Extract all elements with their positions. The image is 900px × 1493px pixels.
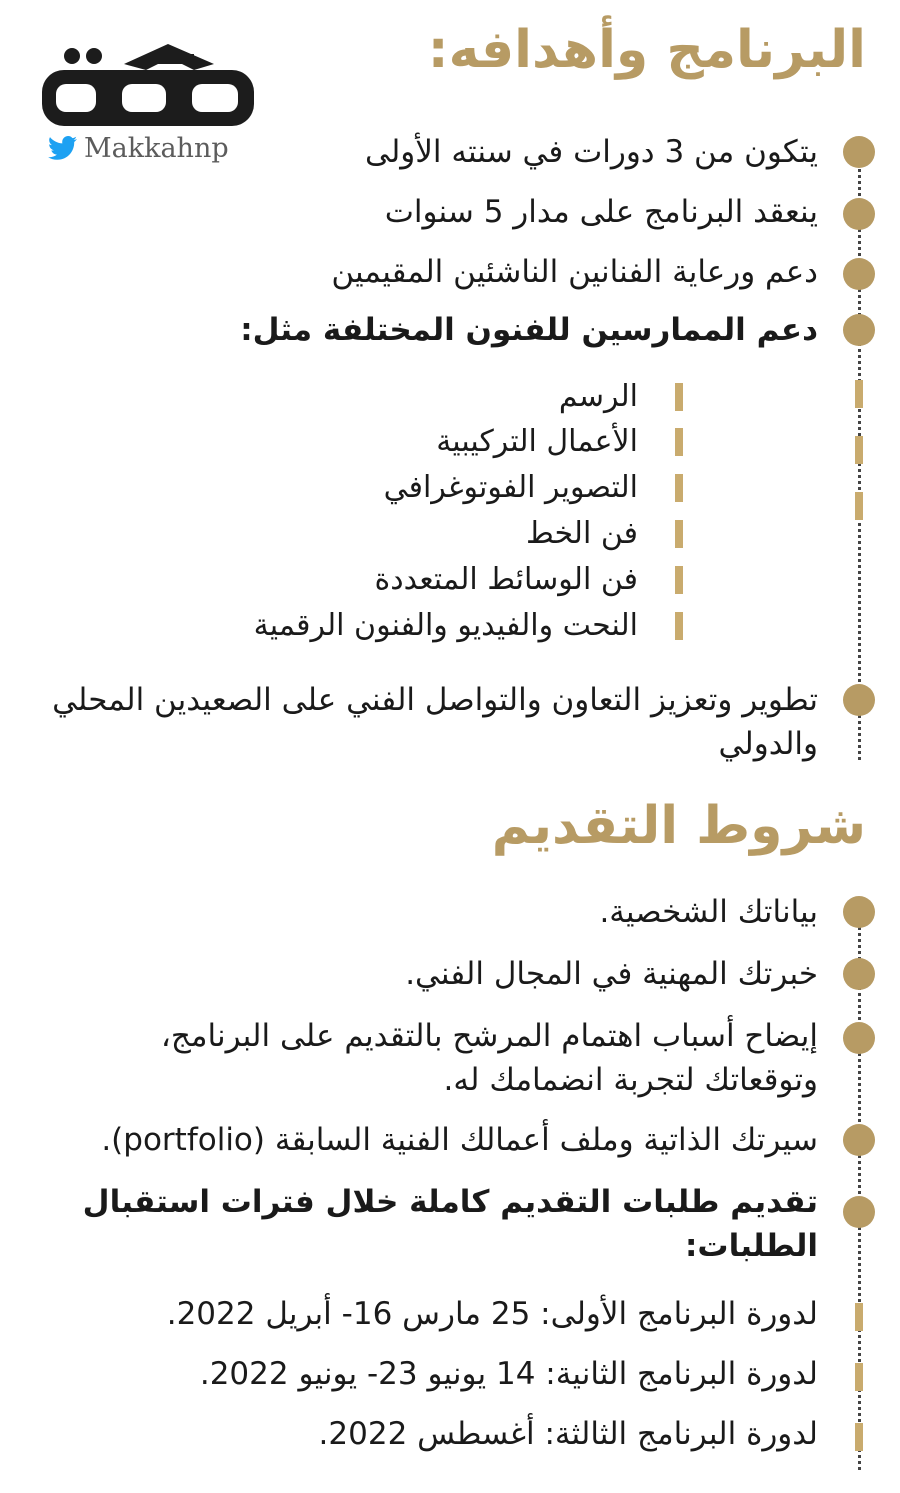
program-item: ينعقد البرنامج على مدار 5 سنوات (384, 194, 818, 230)
period-item: لدورة البرنامج الثانية: 14 يونيو 23- يونيو 2022. (199, 1356, 818, 1392)
twitter-bird-icon (48, 136, 78, 162)
art-type-item: فن الخط (525, 516, 638, 551)
condition-item: خبرتك المهنية في المجال الفني. (405, 956, 818, 992)
program-item-arts-heading: دعم الممارسين للفنون المختلفة مثل: (240, 312, 818, 348)
bullet-dot (843, 896, 875, 928)
art-type-item: فن الوسائط المتعددة (374, 562, 638, 597)
art-type-item: التصوير الفوتوغرافي (383, 470, 638, 505)
twitter-handle-text: Makkahnp (84, 133, 229, 164)
bullet-dot (843, 136, 875, 168)
art-type-item: الرسم (558, 379, 638, 414)
condition-item: بياناتك الشخصية. (599, 894, 818, 930)
program-item-cooperation: تطوير وتعزيز التعاون والتواصل الفني على الصعيدين المحلي والدولي (52, 682, 818, 762)
program-item: دعم ورعاية الفنانين الناشئين المقيمين (331, 254, 818, 290)
section-title-conditions: شروط التقديم (491, 796, 866, 856)
bullet-dot (843, 1022, 875, 1054)
bullet-dot (843, 258, 875, 290)
period-item: لدورة البرنامج الثالثة: أغسطس 2022. (318, 1416, 818, 1452)
makkah-logo (42, 36, 262, 176)
period-item: لدورة البرنامج الأولى: 25 مارس 16- أبريل 2022. (166, 1296, 818, 1332)
condition-item: إيضاح أسباب اهتمام المرشح بالتقديم على البرنامج، وتوقعاتك لتجربة انضمامك له. (160, 1018, 818, 1098)
section-title-program: البرنامج وأهدافه: (427, 20, 866, 80)
sub-bar (855, 1423, 863, 1451)
art-type-item: الأعمال التركيبية (436, 424, 638, 459)
sub-bar (855, 380, 863, 408)
sub-bar (675, 428, 683, 456)
sub-bar (675, 612, 683, 640)
sub-bar (855, 1363, 863, 1391)
condition-item-periods-heading: تقديم طلبات التقديم كاملة خلال فترات استقبال الطلبات: (82, 1184, 818, 1264)
condition-item: سيرتك الذاتية وملف أعمالك الفنية السابقة (portfolio). (101, 1122, 818, 1158)
sub-bar (675, 520, 683, 548)
twitter-handle (48, 133, 229, 164)
sub-bar (855, 1303, 863, 1331)
bullet-dot (843, 314, 875, 346)
makkah-logo-mark (42, 36, 254, 128)
bullet-dot (843, 958, 875, 990)
bullet-dot (843, 198, 875, 230)
sub-bar (675, 474, 683, 502)
sub-bar (675, 566, 683, 594)
bullet-dot (843, 1196, 875, 1228)
sub-bar (855, 492, 863, 520)
bullet-dot (843, 684, 875, 716)
bullet-dot (843, 1124, 875, 1156)
program-item: يتكون من 3 دورات في سنته الأولى (365, 134, 818, 170)
art-type-item: النحت والفيديو والفنون الرقمية (253, 608, 638, 643)
sub-bar (675, 383, 683, 411)
sub-bar (855, 436, 863, 464)
